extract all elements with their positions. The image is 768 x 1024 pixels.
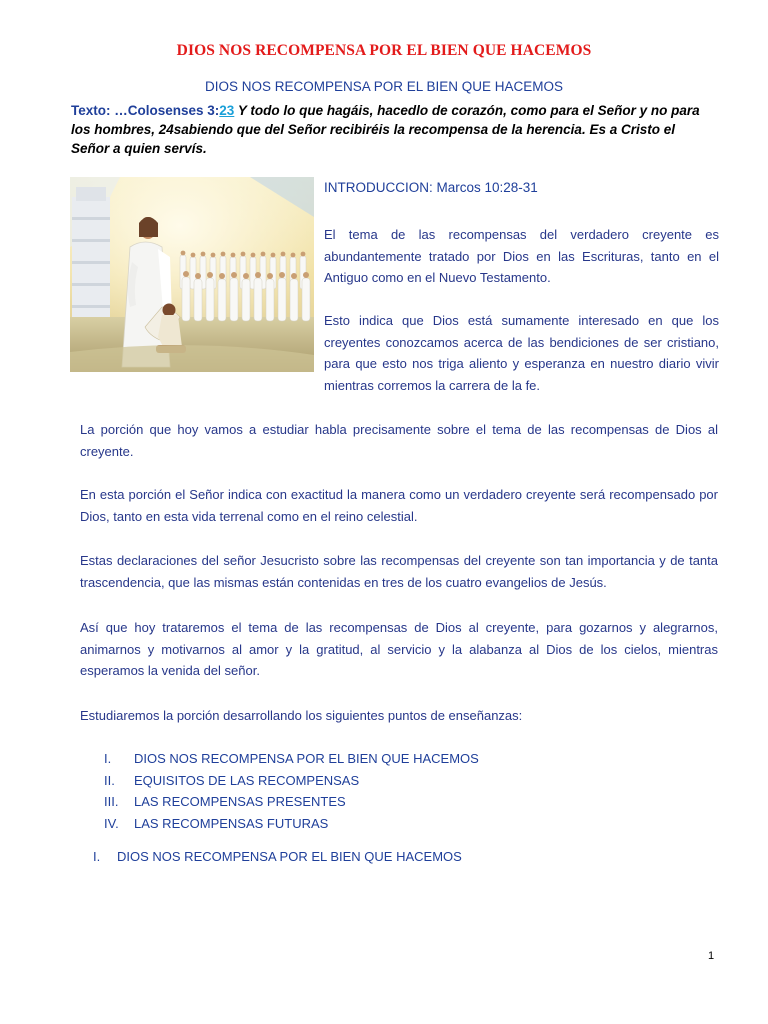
introduccion-heading: INTRODUCCION: Marcos 10:28-31 xyxy=(324,180,538,195)
paragraph-6: Así que hoy trataremos el tema de las recompensas de Dios al creyente, para gozarnos y alegrarnos, animarnos y motivarnos al amor y la gratitud, al servicio y la alabanza al Dios de los cielos, mientras esperamos la venida del señor. xyxy=(80,620,718,678)
list-item-text: LAS RECOMPENSAS FUTURAS xyxy=(134,815,329,831)
paragraph-5: Estas declaraciones del señor Jesucristo sobre las recompensas del creyente son tan importancia y de tanta trascendencia, que las mismas están contenidas en tres de los cuatro evangelios de Jesús. xyxy=(80,553,718,590)
subtitle: DIOS NOS RECOMPENSA POR EL BIEN QUE HACEMOS xyxy=(204,79,564,94)
list-item-number: II. xyxy=(104,772,115,788)
page-number: 1 xyxy=(708,950,715,962)
paragraph-4: En esta porción el Señor indica con exactitud la manera como un verdadero creyente será recompensado por Dios, tanto en esta vida terrenal como en el reino celestial. xyxy=(80,487,718,524)
list-item-text: LAS RECOMPENSAS PRESENTES xyxy=(134,794,346,809)
paragraph-2: Esto indica que Dios está sumamente interesado en que los creyentes conozcamos acerca de las bendiciones de ser cristiano, para que esto nos triga aliento y esperanza en nuestro diario vivir mientras corremos la carrera de la fe. xyxy=(324,313,719,393)
paragraph-3: La porción que hoy vamos a estudiar habla precisamente sobre el tema de las recompensas de Dios al creyente. xyxy=(80,422,718,459)
main-title: DIOS NOS RECOMPENSA POR EL BIEN QUE HACEMOS xyxy=(176,42,592,59)
list-item-text: EQUISITOS DE LAS RECOMPENSAS xyxy=(134,772,360,788)
list-item-text: DIOS NOS RECOMPENSA POR EL BIEN QUE HACEMOS xyxy=(134,751,479,766)
paragraph-1: El tema de las recompensas del verdadero creyente es abundantemente tratado por Dios en las Escrituras, tanto en el Antiguo como en el Nuevo Testamento. xyxy=(324,227,719,285)
jesus-heaven-illustration xyxy=(70,177,314,372)
texto-verse xyxy=(71,101,711,158)
illustration-svg xyxy=(70,177,314,372)
list-item-number: III. xyxy=(104,794,119,809)
list-item-number: I. xyxy=(104,751,112,766)
section-title: DIOS NOS RECOMPENSA POR EL BIEN QUE HACEMOS xyxy=(117,849,462,864)
verse-quote: Y todo lo que hagáis, hacedlo de corazón, como para el Señor y no para los hombres, 24sabiendo que del Señor recibiréis la recompensa de la herencia. Es a Cristo el Señor a quien servís. xyxy=(71,103,700,156)
section-number: I. xyxy=(93,849,101,864)
section-heading xyxy=(93,849,462,864)
list-item-number: IV. xyxy=(104,815,119,831)
verse-link[interactable]: 23 xyxy=(219,103,235,118)
texto-label: Texto: …Colosenses 3: xyxy=(71,103,220,118)
paragraph-7: Estudiaremos la porción desarrollando los siguientes puntos de enseñanzas: xyxy=(80,708,523,723)
